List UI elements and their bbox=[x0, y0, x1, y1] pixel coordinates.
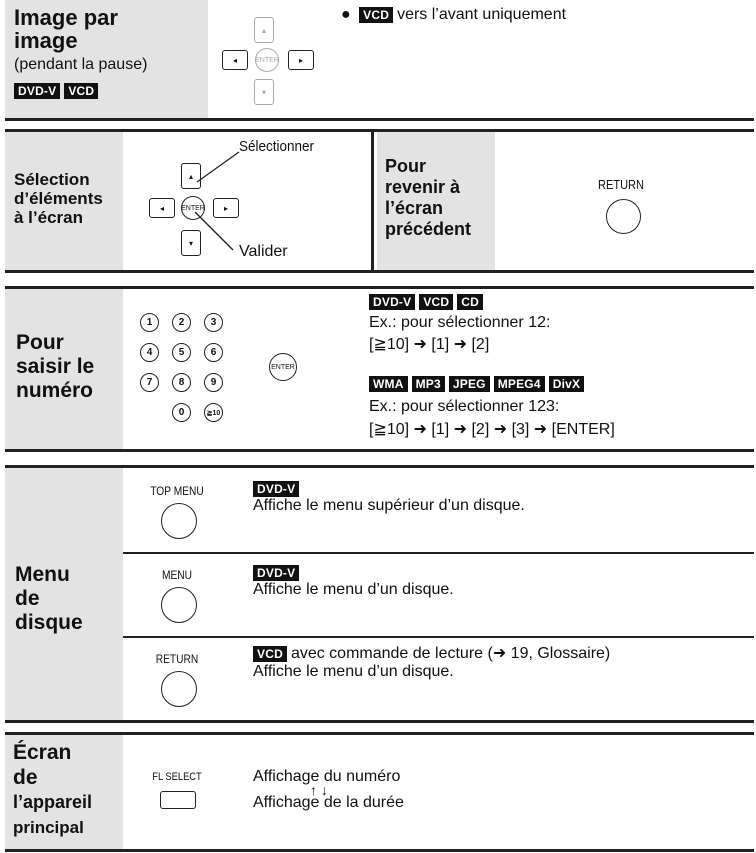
row3-badge-text: avec commande de lecture (➜ 19, Glossaire) bbox=[290, 645, 611, 662]
right-key[interactable]: ▸ bbox=[288, 50, 314, 70]
group2-example: Ex.: pour sélectionner 123: bbox=[369, 398, 560, 415]
frame-by-frame-section bbox=[5, 0, 754, 121]
number-title-line3: numéro bbox=[16, 379, 94, 402]
menu-button[interactable] bbox=[161, 587, 197, 623]
badge-vcd: VCD bbox=[64, 83, 98, 99]
return-button[interactable] bbox=[606, 199, 641, 234]
return-title-line4: précédent bbox=[385, 219, 472, 239]
badge-dvd-v: DVD-V bbox=[369, 294, 415, 310]
key-1[interactable]: 1 bbox=[140, 313, 159, 332]
group2-sequence: [≧10] ➜ [1] ➜ [2] ➜ [3] ➜ [ENTER] bbox=[369, 421, 615, 438]
right-key[interactable]: ▸ bbox=[213, 198, 239, 218]
validate-label: Valider bbox=[239, 243, 288, 260]
disc-menu-title bbox=[15, 563, 83, 635]
row-divider bbox=[123, 552, 754, 554]
badge-mpeg4: MPEG4 bbox=[494, 376, 545, 392]
badge-jpeg: JPEG bbox=[449, 376, 490, 392]
badge-vcd: VCD bbox=[253, 646, 287, 662]
selection-title-line3: à l’écran bbox=[14, 208, 83, 227]
row-divider bbox=[123, 636, 754, 638]
main-display-section bbox=[5, 735, 754, 852]
number-entry-section bbox=[5, 289, 754, 452]
key-3[interactable]: 3 bbox=[204, 313, 223, 332]
return-title-line1: Pour bbox=[385, 156, 427, 176]
number-title bbox=[16, 331, 94, 403]
main-display-line1: Affichage du numéro bbox=[253, 768, 401, 785]
down-key[interactable]: ▾ bbox=[254, 79, 274, 105]
selection-title-line1: Sélection bbox=[14, 170, 90, 189]
frame-by-frame-title-line1: Image par bbox=[14, 5, 118, 30]
disc-menu-title-line2: de bbox=[15, 587, 40, 610]
key-8[interactable]: 8 bbox=[172, 373, 191, 392]
column-divider bbox=[371, 132, 374, 270]
top-menu-label: TOP MENU bbox=[150, 484, 204, 498]
disc-menu-title-line3: disque bbox=[15, 611, 83, 634]
row3-badge-line bbox=[253, 644, 610, 664]
frame-by-frame-title bbox=[14, 6, 118, 52]
left-key[interactable]: ◂ bbox=[222, 50, 248, 70]
return-title-line2: revenir à bbox=[385, 177, 461, 197]
group1-badges bbox=[369, 293, 487, 311]
disc-menu-title-line1: Menu bbox=[15, 563, 70, 586]
number-title-line1: Pour bbox=[16, 331, 64, 354]
top-menu-button[interactable] bbox=[161, 503, 197, 539]
menu-label: MENU bbox=[161, 568, 193, 582]
main-display-line2: Affichage de la durée bbox=[253, 794, 404, 811]
badge-dvd-v: DVD-V bbox=[14, 83, 60, 99]
row2-desc: Affiche le menu d’un disque. bbox=[253, 581, 454, 598]
return-title bbox=[385, 156, 471, 240]
badge-mp3: MP3 bbox=[412, 376, 445, 392]
main-display-title bbox=[13, 740, 92, 840]
fl-select-button[interactable] bbox=[160, 791, 196, 809]
main-display-title-line4: principal bbox=[13, 818, 84, 837]
up-key[interactable]: ▴ bbox=[254, 17, 274, 43]
disc-menu-section bbox=[5, 468, 754, 723]
group1-sequence: [≧10] ➜ [1] ➜ [2] bbox=[369, 336, 490, 353]
key-6[interactable]: 6 bbox=[204, 343, 223, 362]
return-label: RETURN bbox=[155, 652, 199, 666]
row3-desc: Affiche le menu d’un disque. bbox=[253, 663, 454, 680]
frame-by-frame-subtitle: (pendant la pause) bbox=[14, 56, 148, 73]
main-display-title-line2: de bbox=[13, 766, 38, 789]
frame-by-frame-title-line2: image bbox=[14, 28, 78, 53]
number-title-line2: saisir le bbox=[16, 355, 95, 378]
badge-cd: CD bbox=[457, 294, 483, 310]
badge-dvd-v: DVD-V bbox=[253, 481, 299, 497]
note-badge-vcd: VCD bbox=[359, 7, 393, 23]
callout-lines bbox=[5, 132, 375, 270]
return-button-label: RETURN bbox=[597, 177, 645, 192]
badge-wma: WMA bbox=[369, 376, 408, 392]
screen-selection-section bbox=[5, 132, 754, 273]
return-title-line3: l’écran bbox=[385, 198, 444, 218]
key-0[interactable]: 0 bbox=[172, 403, 191, 422]
key-2[interactable]: 2 bbox=[172, 313, 191, 332]
badge-vcd: VCD bbox=[419, 294, 453, 310]
main-display-title-line1: Écran bbox=[13, 741, 72, 764]
group1-example: Ex.: pour sélectionner 12: bbox=[369, 314, 551, 331]
key-7[interactable]: 7 bbox=[140, 373, 159, 392]
key-4[interactable]: 4 bbox=[140, 343, 159, 362]
enter-button[interactable]: ENTER bbox=[269, 353, 297, 381]
main-display-title-line3: l’appareil bbox=[13, 792, 93, 812]
key-10-plus[interactable]: ≧10 bbox=[204, 403, 223, 422]
fl-select-label: FL SELECT bbox=[152, 771, 202, 783]
down-key[interactable]: ▾ bbox=[181, 230, 201, 256]
main-display-arrows: ↑ ↓ bbox=[310, 782, 328, 798]
frame-by-frame-note bbox=[341, 5, 566, 25]
frame-by-frame-badges bbox=[14, 82, 102, 100]
row1-desc: Affiche le menu supérieur d’un disque. bbox=[253, 497, 525, 514]
return-button[interactable] bbox=[161, 671, 197, 707]
badge-divx: DivX bbox=[549, 376, 584, 392]
group2-badges bbox=[369, 375, 588, 393]
key-5[interactable]: 5 bbox=[172, 343, 191, 362]
enter-button[interactable]: ENTER bbox=[181, 196, 205, 220]
note-text: vers l’avant uniquement bbox=[397, 6, 567, 23]
up-key[interactable]: ▴ bbox=[181, 163, 201, 189]
left-key[interactable]: ◂ bbox=[149, 198, 175, 218]
select-label: Sélectionner bbox=[239, 138, 315, 155]
enter-button[interactable]: ENTER bbox=[255, 48, 279, 72]
badge-dvd-v: DVD-V bbox=[253, 565, 299, 581]
key-9[interactable]: 9 bbox=[204, 373, 223, 392]
selection-title-line2: d’éléments bbox=[14, 189, 103, 208]
bullet-icon: ● bbox=[341, 6, 351, 23]
